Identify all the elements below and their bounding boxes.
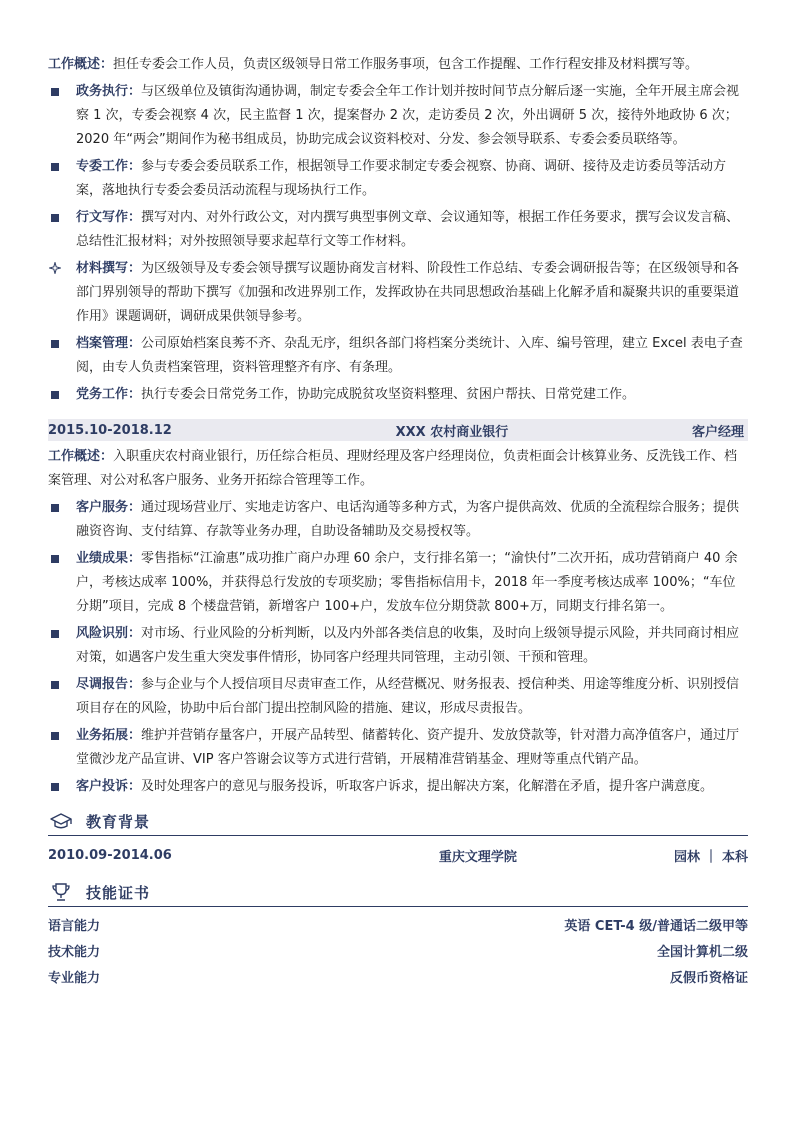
- summary-text: 入职重庆农村商业银行，历任综合柜员、理财经理及客户经理岗位，负责柜面会计核算业务、反洗钱工作、档案管理、对公对私客户服务、业务开拓综合管理等工作。: [48, 449, 738, 488]
- summary-text: 担任专委会工作人员，负责区级领导日常工作服务事项，包含工作提醒、工作行程安排及材料撰写等。: [113, 57, 699, 72]
- list-item: [48, 257, 748, 329]
- square-bullet-icon: [51, 681, 59, 689]
- square-bullet-icon: [51, 504, 59, 512]
- item-label: 政务执行：: [76, 84, 142, 99]
- list-item: [48, 547, 748, 619]
- item-text: 对市场、行业风险的分析判断，以及内外部各类信息的收集，及时向上级领导提示风险，并共同商讨相应对策，如遇客户发生重大突发事件情形，协同客户经理共同管理，主动引领、干预和管理。: [76, 626, 740, 665]
- square-bullet-icon: [51, 630, 59, 638]
- square-bullet-icon: [51, 163, 59, 171]
- item-text: 与区级单位及镇街沟通协调，制定专委会全年工作计划并按时间节点分解后逐一实施，全年开展主席会视察 1 次，专委会视察 4 次，民主监督 1 次，提案督办 2 次，走访委员 2 次，外出调研 5 次，接待外地政协 6 次；2020 年“两会”期间作为秘书组成员，协助完成会议资料校对、分发、参会领导联系、专委会委员联络等。: [76, 84, 740, 147]
- list-item: [48, 673, 748, 721]
- education-school: 重庆文理学院: [438, 849, 517, 865]
- item-text: 执行专委会日常党务工作，协助完成脱贫攻坚资料整理、贫困户帮扶、日常党建工作。: [141, 387, 636, 402]
- list-item: [48, 622, 748, 670]
- square-bullet-icon: [51, 88, 59, 96]
- skill-name: 专业能力: [48, 970, 101, 986]
- skill-value: 反假币资格证: [669, 970, 748, 986]
- graduation-cap-icon: [50, 810, 72, 832]
- list-item: [48, 332, 748, 380]
- section-heading: 技能证书: [86, 883, 151, 902]
- item-text: 通过现场营业厅、实地走访客户、电话沟通等多种方式，为客户提供高效、优质的全流程综合服务；提供融资咨询、支付结算、存款等业务办理，自助设备辅助及交易授权等。: [76, 500, 740, 539]
- list-item: [48, 724, 748, 772]
- skill-row: [48, 911, 748, 937]
- square-bullet-icon: [51, 783, 59, 791]
- section-heading: 教育背景: [86, 812, 151, 831]
- list-item: [48, 775, 748, 799]
- item-text: 撰写对内、对外行政公文，对内撰写典型事例文章、会议通知等，根据工作任务要求，撰写会议发言稿、总结性汇报材料；对外按照领导要求起草行文等工作材料。: [76, 210, 740, 249]
- list-item: [48, 155, 748, 203]
- square-bullet-icon: [51, 555, 59, 563]
- item-label: 专委工作：: [76, 159, 142, 174]
- job-company: XXX 农村商业银行: [395, 424, 509, 440]
- trophy-icon: [50, 881, 72, 903]
- item-label: 客户投诉：: [76, 779, 142, 794]
- square-bullet-icon: [51, 391, 59, 399]
- education-row: [48, 842, 748, 868]
- item-label: 行文写作：: [76, 210, 142, 225]
- skill-row: [48, 937, 748, 963]
- job-position: 客户经理: [691, 424, 744, 440]
- item-text: 为区级领导及专委会领导撰写议题协商发言材料、阶段性工作总结、专委会调研报告等；在区级领导和各部门界别领导的帮助下撰写《加强和改进界别工作，发挥政协在共同思想政治基础上化解矛盾和凝聚共识的重要渠道作用》课题调研，调研成果供领导参考。: [76, 261, 740, 324]
- list-item: [48, 80, 748, 152]
- item-label: 业绩成果：: [76, 551, 142, 566]
- skill-row: [48, 963, 748, 989]
- item-text: 参与专委会委员联系工作，根据领导工作要求制定专委会视察、协商、调研、接待及走访委员等活动方案，落地执行专委会委员活动流程与现场执行工作。: [76, 159, 727, 198]
- education-section-title: [48, 807, 748, 836]
- item-label: 档案管理：: [76, 336, 142, 351]
- item-text: 及时处理客户的意见与服务投诉，听取客户诉求，提出解决方案，化解潜在矛盾，提升客户满意度。: [141, 779, 714, 794]
- item-label: 业务拓展：: [76, 728, 142, 743]
- list-item: [48, 496, 748, 544]
- item-label: 党务工作：: [76, 387, 142, 402]
- job-header: [48, 419, 748, 441]
- skill-value: 英语 CET-4 级/普通话二级甲等: [564, 918, 748, 934]
- skill-name: 技术能力: [48, 944, 101, 960]
- education-major-degree: 园林 ｜ 本科: [673, 849, 748, 865]
- square-bullet-icon: [51, 214, 59, 222]
- job-period: 2015.10-2018.12: [48, 422, 172, 438]
- item-text: 零售指标“江渝惠”成功推广商户办理 60 余户，支行排名第一；“渝快付”二次开拓，成功营销商户 40 余户，考核达成率 100%，并获得总行发放的专项奖励；零售指标信用卡，2018 年一季度考核达成率 100%；“车位分期”项目，完成 8 个楼盘营销，新增客户 100+户，发放车位分期贷款 800+万，同期支行排名第一。: [76, 551, 738, 614]
- skills-section-title: [48, 878, 748, 907]
- skills-list: [48, 911, 748, 989]
- diamond-bullet-icon: [49, 262, 61, 274]
- item-label: 尽调报告：: [76, 677, 142, 692]
- job-summary: [48, 445, 748, 493]
- skill-name: 语言能力: [48, 918, 101, 934]
- list-item: [48, 383, 748, 407]
- square-bullet-icon: [51, 732, 59, 740]
- prev-job-summary: [48, 53, 748, 77]
- item-label: 风险识别：: [76, 626, 142, 641]
- item-text: 参与企业与个人授信项目尽责审查工作，从经营概况、财务报表、授信种类、用途等维度分析、识别授信项目存在的风险，协助中后台部门提出控制风险的措施、建议，形成尽责报告。: [76, 677, 740, 716]
- item-text: 维护并营销存量客户，开展产品转型、储蓄转化、资产提升、发放贷款等，针对潜力高净值客户，通过厅堂微沙龙产品宣讲、VIP 客户答谢会议等方式进行营销，开展精准营销基金、理财等重点代销产品。: [76, 728, 740, 767]
- item-label: 客户服务：: [76, 500, 142, 515]
- summary-label: 工作概述：: [48, 57, 114, 72]
- item-label: 材料撰写：: [76, 261, 142, 276]
- summary-label: 工作概述：: [48, 449, 114, 464]
- resume-content: [48, 53, 748, 989]
- square-bullet-icon: [51, 340, 59, 348]
- item-text: 公司原始档案良莠不齐、杂乱无序，组织各部门将档案分类统计、入库、编号管理，建立 Excel 表电子查阅，由专人负责档案管理，资料管理整齐有序、有条理。: [76, 336, 743, 375]
- list-item: [48, 206, 748, 254]
- education-period: 2010.09-2014.06: [48, 847, 172, 863]
- skill-value: 全国计算机二级: [656, 944, 748, 960]
